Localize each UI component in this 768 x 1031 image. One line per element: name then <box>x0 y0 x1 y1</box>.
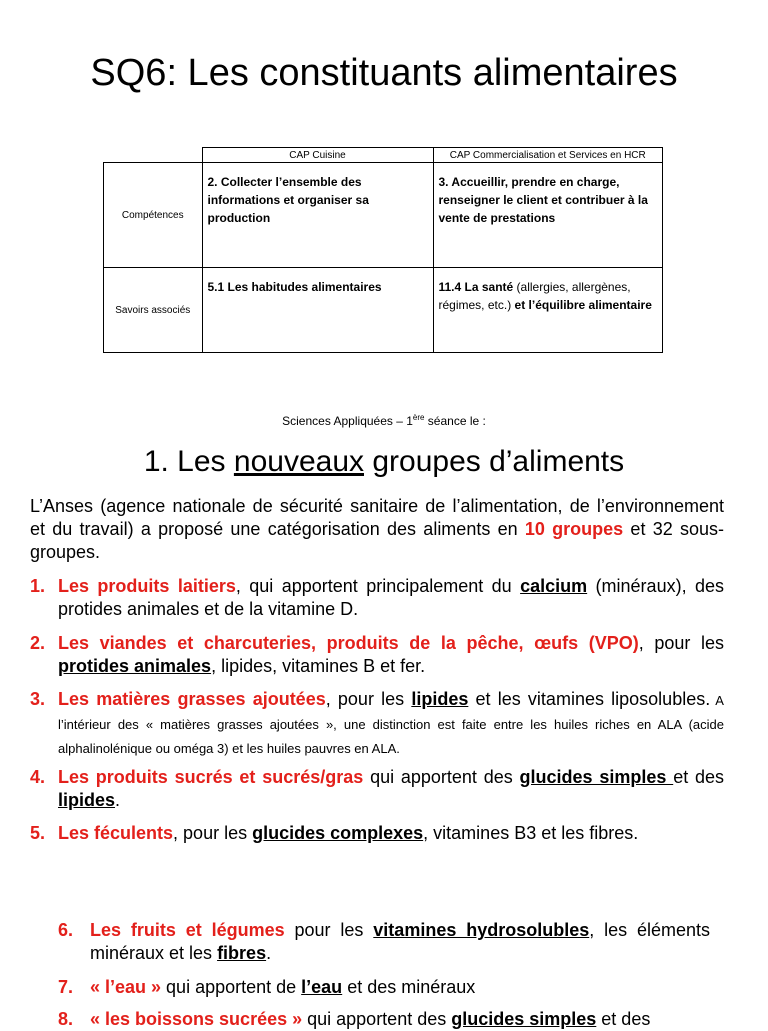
list-item: 3. Les matières grasses ajoutées, pour les lipides et les vitamines liposolubles. A l’intérieur des « matières grasses ajoutées », une distinction est faite entre les huiles riches en ALA (acide alphalinolénique ou oméga 3) et les huiles pauvres en ALA. <box>30 689 724 756</box>
cell-competence-cuisine: 2. Collecter l’ensemble des informations et organiser sa production <box>207 175 369 225</box>
list-item: 2. Les viandes et charcuteries, produits de la pêche, œufs (VPO), pour les protides animales, lipides, vitamines B et fer. <box>30 633 724 676</box>
list-item: 6. Les fruits et légumes pour les vitamines hydrosolubles, les éléments minéraux et les fibres. <box>58 920 711 963</box>
cell-savoir-commercialisation: 11.4 La santé (allergies, allergènes, régimes, etc.) et l’équilibre alimentaire <box>438 280 652 312</box>
competences-table <box>103 147 663 353</box>
list-item: 1. Les produits laitiers, qui apportent principalement du calcium (minéraux), des protides animales et de la vitamine D. <box>30 576 725 619</box>
session-subtitle: Sciences Appliquées – 1ère séance le : <box>282 413 486 428</box>
row-label-savoirs: Savoirs associés <box>104 268 203 353</box>
col-header-cap-cuisine: CAP Cuisine <box>202 148 433 163</box>
intro-paragraph: L’Anses (agence nationale de sécurité sanitaire de l’alimentation, de l’environnement et du travail) a proposé une catégorisation des aliments en 10 groupes et 32 sous-groupes. <box>30 496 725 562</box>
list-item: 8. « les boissons sucrées » qui apportent des glucides simples et des <box>58 1009 651 1029</box>
section-heading: 1. Les nouveaux groupes d’aliments <box>143 445 625 478</box>
list-item: 7. « l’eau » qui apportent de l’eau et des minéraux <box>58 977 476 997</box>
list-item: 4. Les produits sucrés et sucrés/gras qui apportent des glucides simples et des lipides. <box>30 767 725 810</box>
col-header-cap-commercialisation: CAP Commercialisation et Services en HCR <box>433 148 663 163</box>
cell-competence-commercialisation: 3. Accueillir, prendre en charge, renseigner le client et contribuer à la vente de prestations <box>438 175 648 225</box>
page-title: SQ6: Les constituants alimentaires <box>90 52 678 94</box>
row-label-competences: Compétences <box>104 163 203 268</box>
list-item: 5. Les féculents, pour les glucides complexes, vitamines B3 et les fibres. <box>30 823 639 843</box>
cell-savoir-cuisine: 5.1 Les habitudes alimentaires <box>207 280 382 294</box>
